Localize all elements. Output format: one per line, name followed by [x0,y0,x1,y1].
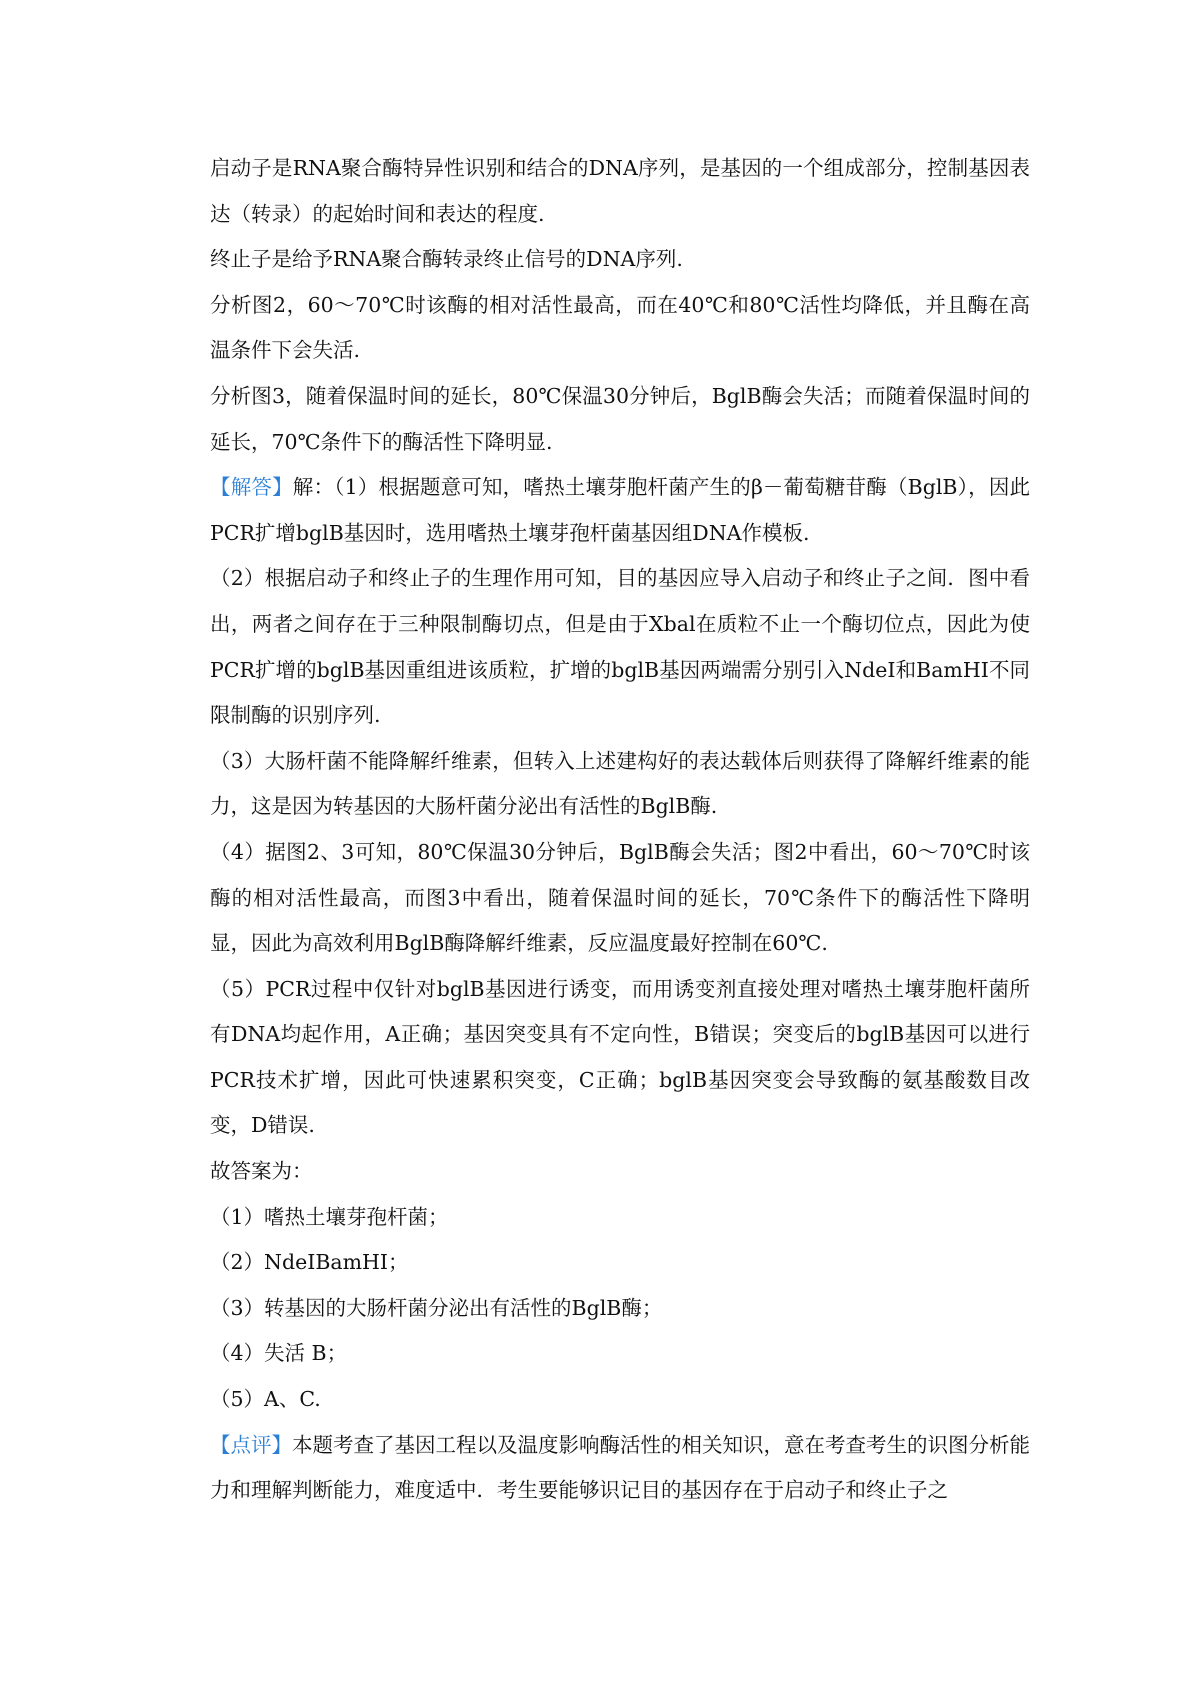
final-answer-label: 故答案为： [210,1159,313,1184]
answer-part-5: （5）PCR过程中仅针对bglB基因进行诱变，而用诱变剂直接处理对嗜热土壤芽胞杆菌所有DNA均起作用，A正确；基因突变具有不定向性，B错误；突变后的bglB基因可以进行PCR技术扩增，因此可快速累积突变，C正确；bglB基因突变会导致酶的氨基酸数目改变，D错误. [210,976,1030,1138]
final-answer-5: （5）A、C. [210,1387,321,1412]
analysis-paragraph-figure-3: 分析图3，随着保温时间的延长，80℃保温30分钟后，BglB酶会失活；而随着保温时间的延长，70℃条件下的酶活性下降明显. [210,383,1030,454]
comment-tag: 【点评】 [210,1432,292,1457]
answer-paragraph [210,465,1030,556]
comment-paragraph [210,1423,1030,1514]
analysis-paragraph-figure-2: 分析图2，60～70℃时该酶的相对活性最高，而在40℃和80℃活性均降低，并且酶在高温条件下会失活. [210,292,1030,363]
final-answer-1: （1）嗜热土壤芽孢杆菌； [210,1204,449,1229]
comment-text: 本题考查了基因工程以及温度影响酶活性的相关知识，意在考查考生的识图分析能力和理解判断能力，难度适中．考生要能够识记目的基因存在于启动子和终止子之 [210,1432,1030,1503]
answer-intro: 解：（1）根据题意可知，嗜热土壤芽胞杆菌产生的β－葡萄糖苷酶（BglB），因此PCR扩增bglB基因时，选用嗜热土壤芽孢杆菌基因组DNA作模板. [210,475,1031,545]
final-answer-4: （4）失活 B； [210,1341,348,1366]
analysis-paragraph-terminator: 终止子是给予RNA聚合酶转录终止信号的DNA序列. [210,247,683,272]
final-answer-3: （3）转基因的大肠杆菌分泌出有活性的BglB酶； [210,1295,663,1320]
final-answer-2: （2）NdeⅠBamHⅠ； [210,1250,409,1275]
analysis-paragraph-promoter: 启动子是RNA聚合酶特异性识别和结合的DNA序列，是基因的一个组成部分，控制基因表达（转录）的起始时间和表达的程度. [210,156,1030,226]
answer-tag: 【解答】 [210,475,293,500]
answer-part-4: （4）据图2、3可知，80℃保温30分钟后，BglB酶会失活；图2中看出，60～70℃时该酶的相对活性最高，而图3中看出，随着保温时间的延长，70℃条件下的酶活性下降明显，因此为高效利用BglB酶降解纤维素，反应温度最好控制在60℃. [210,839,1030,956]
document-body [210,146,1030,1514]
answer-part-3: （3）大肠杆菌不能降解纤维素，但转入上述建构好的表达载体后则获得了降解纤维素的能力，这是因为转基因的大肠杆菌分泌出有活性的BglB酶. [210,748,1030,819]
answer-part-2: （2）根据启动子和终止子的生理作用可知，目的基因应导入启动子和终止子之间．图中看出，两者之间存在于三种限制酶切点，但是由于Xbal在质粒不止一个酶切位点，因此为使PCR扩增的bglB基因重组进该质粒，扩增的bglB基因两端需分别引入NdeⅠ和BamHⅠ不同限制酶的识别序列. [210,566,1030,728]
